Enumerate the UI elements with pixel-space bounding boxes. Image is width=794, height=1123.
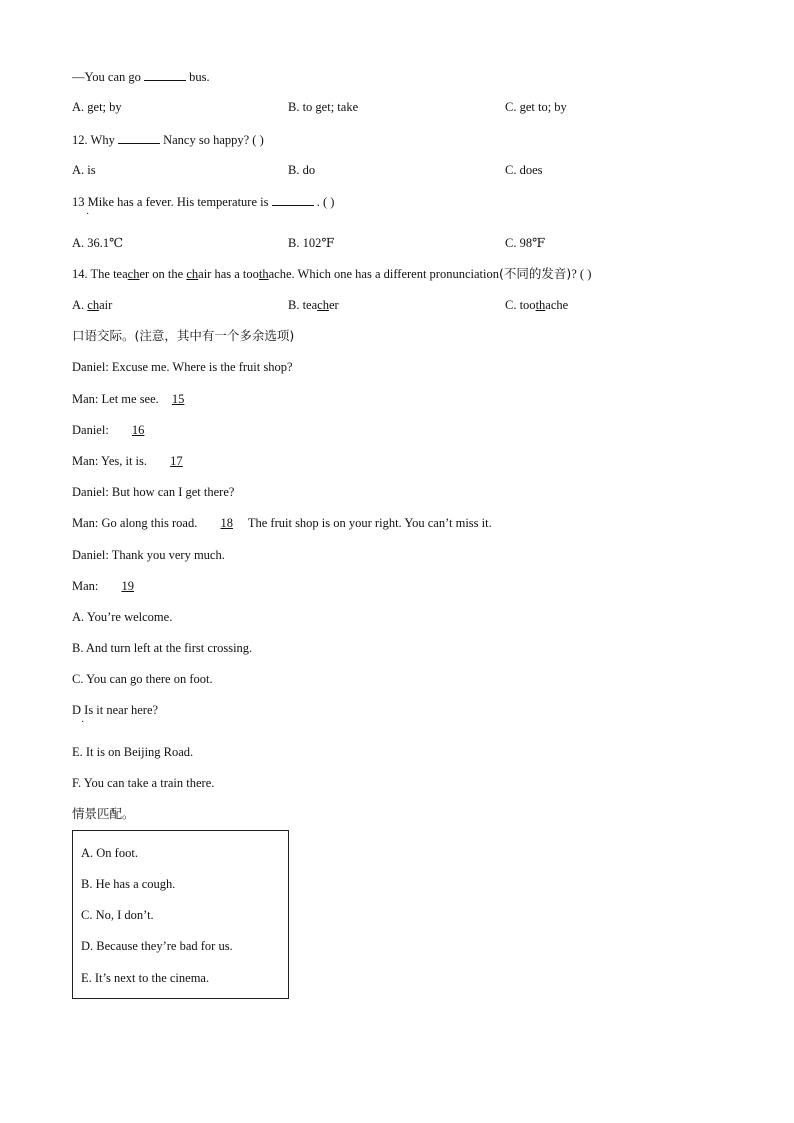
q14-option-a-label: A. [72, 298, 88, 312]
q12-stem [72, 131, 264, 148]
dialogue-option-a: A. You’re welcome. [72, 610, 173, 624]
dialogue-line-3 [72, 422, 156, 438]
q14-option-c-label: C. too [505, 298, 536, 312]
matching-option-b: B. He has a cough. [81, 877, 176, 891]
matching-option-d: D. Because they’re bad for us. [81, 939, 233, 953]
dialogue-option-d: D Is it near here? [72, 703, 159, 717]
dialogue-line-5: Daniel: But how can I get there? [72, 485, 235, 499]
dialogue-speaker-text: Man: Let me see. [72, 392, 162, 406]
dialogue-line-8 [72, 578, 146, 594]
dialogue-continuation-text: The fruit shop is on your right. You can’t miss it. [244, 516, 492, 530]
q14-option-c-underlined: th [535, 298, 546, 312]
q14-stem-part: er on the [139, 267, 187, 281]
dialogue-speaker-text: Man: Yes, it is. [72, 454, 151, 468]
q12-option-a: A. is [72, 163, 96, 177]
dialogue-line-6 [72, 515, 492, 531]
q14-chinese-note: (不同的发音) [498, 266, 572, 281]
q14-stem-part: ache. Which one has a different pronunciation [268, 267, 499, 281]
q13-option-b: B. 102℉ [288, 236, 335, 250]
q14-option-a [72, 297, 112, 313]
q11-option-a: A. get; by [72, 100, 122, 114]
dialogue-stray-dot: · [81, 717, 85, 728]
q14-stem [72, 266, 591, 282]
q12-option-b: B. do [288, 163, 316, 177]
q14-stem-part: 14. The tea [72, 267, 128, 281]
q13-option-a: A. 36.1℃ [72, 236, 124, 250]
matching-options-box [72, 830, 289, 999]
matching-option-c: C. No, I don’t. [81, 908, 154, 922]
q12-option-c: C. does [505, 163, 543, 177]
q13-stem-post: . ( ) [316, 195, 335, 209]
q11-blank [144, 68, 186, 81]
q12-blank [118, 131, 160, 144]
q11-stem-pre: —You can go [72, 70, 141, 84]
dialogue-option-b: B. And turn left at the first crossing. [72, 641, 253, 655]
q11-stem [72, 68, 210, 85]
q11-stem-post: bus. [189, 70, 210, 84]
q14-stem-part: air has a too [198, 267, 259, 281]
q14-option-c-rest: ache [545, 298, 569, 312]
dialogue-line-1: Daniel: Excuse me. Where is the fruit shop? [72, 360, 293, 374]
q14-option-b-rest: er [328, 298, 339, 312]
q12-stem-post: Nancy so happy? ( ) [163, 133, 264, 147]
dialogue-option-e: E. It is on Beijing Road. [72, 745, 194, 759]
dialogue-speaker-text: Daniel: [72, 423, 112, 437]
dialogue-speaker-text: Man: [72, 579, 102, 593]
q14-option-b [288, 297, 339, 313]
q14-option-a-underlined: ch [87, 298, 100, 312]
q14-underlined-letters: ch [186, 267, 199, 281]
dialogue-blank-18: 18 [220, 516, 233, 530]
q14-underlined-letters: ch [127, 267, 140, 281]
q14-option-b-underlined: ch [317, 298, 329, 312]
q14-option-b-label: B. tea [288, 298, 318, 312]
dialogue-blank-16: 16 [131, 423, 145, 437]
matching-option-e: E. It’s next to the cinema. [81, 971, 210, 985]
dialogue-line-7: Daniel: Thank you very much. [72, 548, 225, 562]
q11-option-b: B. to get; take [288, 100, 359, 114]
q11-option-c: C. get to; by [505, 100, 567, 114]
q13-option-c: C. 98℉ [505, 236, 546, 250]
dialogue-blank-15: 15 [171, 392, 185, 406]
q13-stem-pre: 13 Mike has a fever. His temperature is [72, 195, 269, 209]
matching-option-a: A. On foot. [81, 846, 138, 860]
matching-heading: 情景匹配。 [72, 806, 135, 821]
dialogue-heading: 口语交际。(注意，其中有一个多余选项) [72, 328, 295, 343]
dialogue-blank-17: 17 [170, 454, 183, 468]
dialogue-line-4 [72, 453, 195, 469]
dialogue-speaker-text: Man: Go along this road. [72, 516, 201, 530]
dialogue-blank-19: 19 [121, 579, 135, 593]
q13-blank [272, 193, 314, 206]
q14-option-c [505, 297, 568, 313]
q13-stem [72, 193, 334, 210]
dialogue-option-f: F. You can take a train there. [72, 776, 215, 790]
dialogue-line-2 [72, 391, 194, 407]
q12-stem-pre: 12. Why [72, 133, 115, 147]
q14-option-a-rest: air [99, 298, 113, 312]
q14-underlined-letters: th [258, 267, 269, 281]
q13-stray-dot: · [86, 209, 90, 220]
q14-stem-part: ? ( ) [571, 267, 592, 281]
dialogue-option-c: C. You can go there on foot. [72, 672, 213, 686]
